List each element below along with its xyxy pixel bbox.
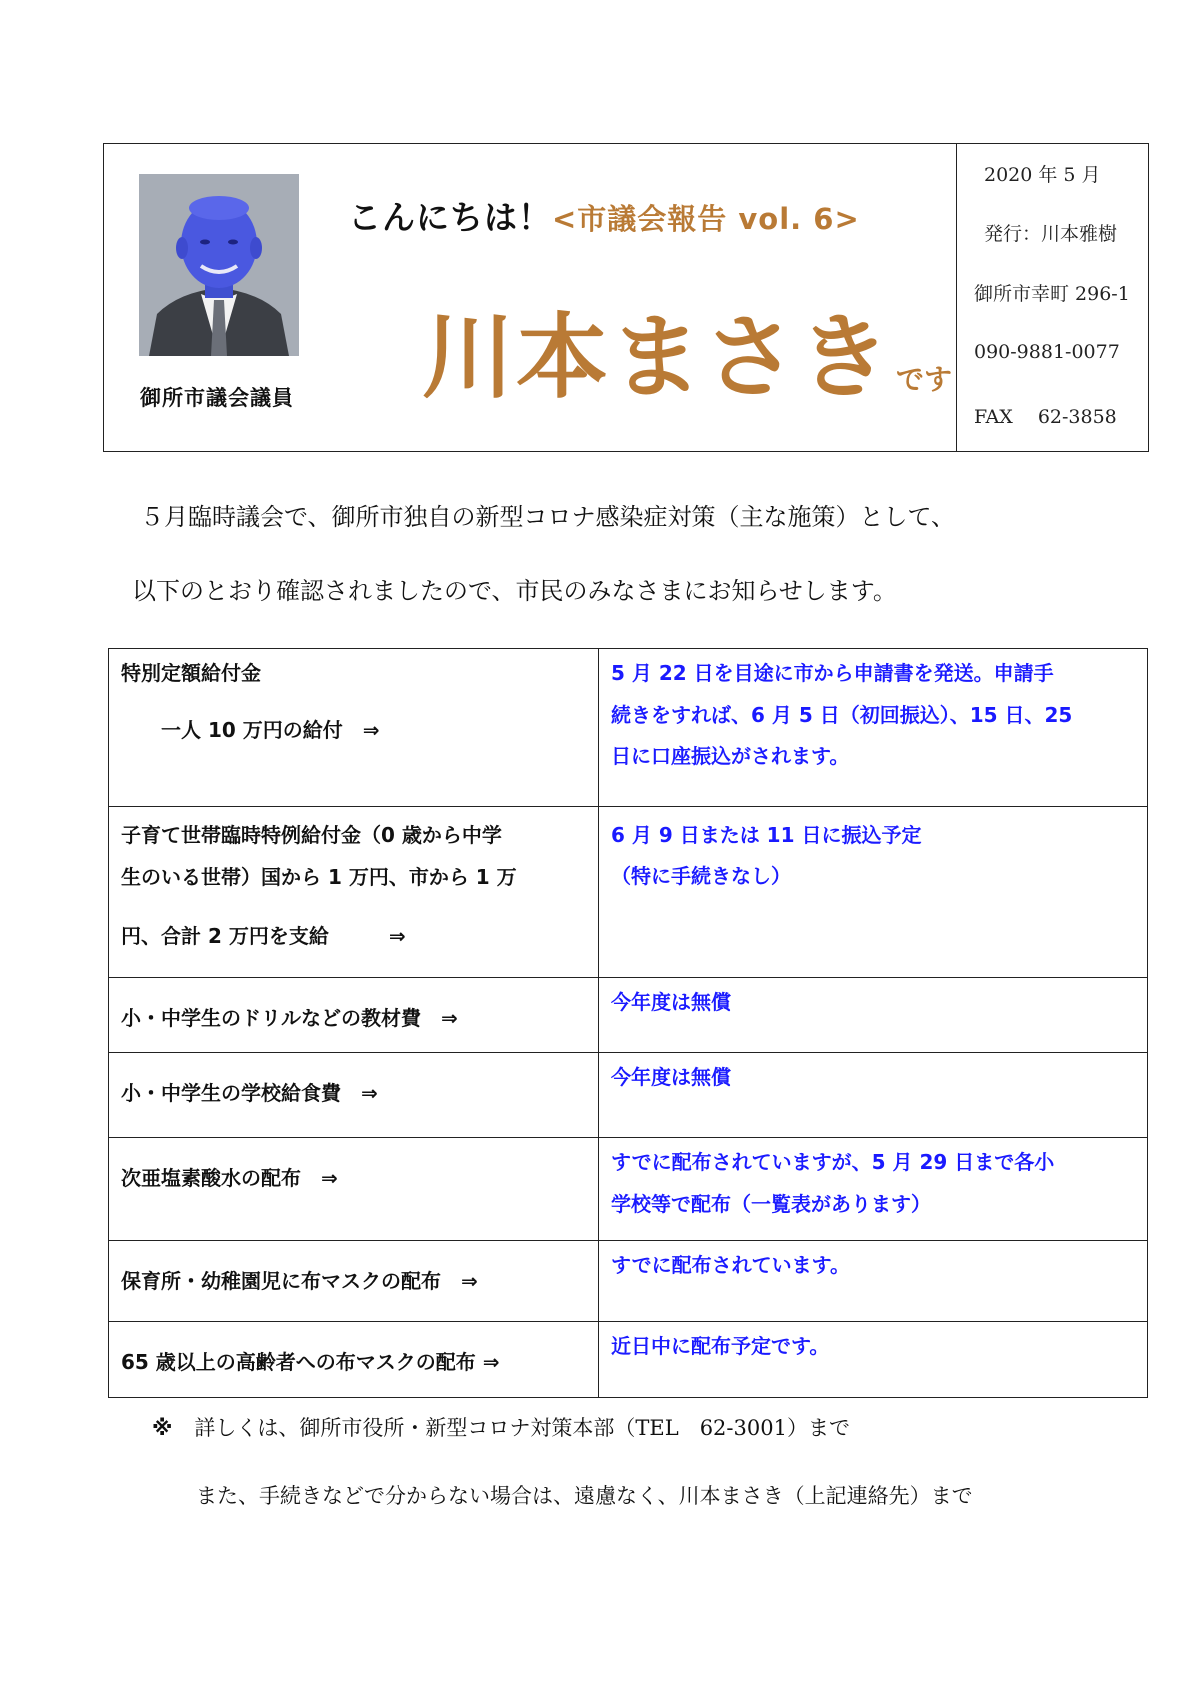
- fax-number: FAX 62-3858: [974, 406, 1117, 428]
- footer-line-2: また、手続きなどで分からない場合は、遠慮なく、川本まさき（上記連絡先）まで: [196, 1484, 973, 1508]
- member-name: 川本まさき: [422, 304, 893, 411]
- member-name-heading: [422, 284, 952, 416]
- note-mark: ※: [152, 1416, 173, 1440]
- policy-item-text: 子育て世帯臨時特例給付金（0 歳から中学: [121, 823, 502, 847]
- member-portrait: [139, 174, 299, 356]
- intro-line-1: ５月臨時議会で、御所市独自の新型コロナ感染症対策（主な施策）として、: [140, 503, 956, 531]
- phone-number: 090-9881-0077: [974, 341, 1120, 363]
- policy-detail-text: 今年度は無償: [611, 990, 731, 1014]
- policy-row: [109, 649, 1148, 807]
- footer-line-1: [152, 1412, 850, 1442]
- policy-row: [109, 807, 1148, 978]
- policy-detail-text: 日に口座振込がされます。: [611, 744, 850, 768]
- policy-item-cell: [109, 807, 599, 978]
- greeting-line: [348, 192, 860, 239]
- policy-detail-text: 6 月 9 日または 11 日に振込予定: [611, 823, 922, 847]
- policy-item-text: 特別定額給付金: [121, 661, 261, 685]
- publisher: 発行：川本雅樹: [984, 223, 1118, 245]
- policy-detail-cell: [599, 1322, 1148, 1398]
- footer-contact-text: 詳しくは、御所市役所・新型コロナ対策本部（TEL 62-3001）まで: [194, 1416, 850, 1440]
- policy-item-text: 小・中学生の学校給食費 ⇒: [121, 1081, 378, 1105]
- policy-item-text: 次亜塩素酸水の配布 ⇒: [121, 1166, 338, 1190]
- intro-line-2: 以下のとおり確認されましたので、市民のみなさまにお知らせします。: [132, 577, 897, 605]
- policy-item-cell: [109, 1053, 599, 1138]
- policy-detail-text: 5 月 22 日を目途に市から申請書を発送。申請手: [611, 661, 1054, 685]
- policy-detail-cell: [599, 649, 1148, 807]
- policy-detail-text: 続きをすれば、6 月 5 日（初回振込）、15 日、25: [611, 703, 1073, 727]
- policy-item-cell: [109, 978, 599, 1053]
- address: 御所市幸町 296-1: [974, 283, 1130, 305]
- policy-detail-cell: [599, 1138, 1148, 1241]
- policy-detail-cell: [599, 807, 1148, 978]
- policy-item-text: 小・中学生のドリルなどの教材費 ⇒: [121, 1006, 458, 1030]
- policy-item-cell: [109, 649, 599, 807]
- greeting-text: こんにちは！: [348, 198, 552, 237]
- policy-detail-text: すでに配布されていますが、5 月 29 日まで各小: [611, 1150, 1055, 1174]
- policy-item-cell: [109, 1322, 599, 1398]
- policy-row: [109, 1241, 1148, 1322]
- policy-item-text: 保育所・幼稚園児に布マスクの配布 ⇒: [121, 1269, 478, 1293]
- policy-item-text: 生のいる世帯）国から 1 万円、市から 1 万: [121, 865, 517, 889]
- member-title: 御所市議会議員: [140, 386, 294, 410]
- policy-detail-cell: [599, 978, 1148, 1053]
- policy-item-text: 一人 10 万円の給付 ⇒: [121, 718, 380, 742]
- policy-row: [109, 978, 1148, 1053]
- policy-detail-text: すでに配布されています。: [611, 1253, 850, 1277]
- policy-row: [109, 1053, 1148, 1138]
- member-name-suffix: です: [896, 363, 953, 396]
- policy-detail-cell: [599, 1241, 1148, 1322]
- policy-detail-text: 今年度は無償: [611, 1065, 731, 1089]
- header-box: [103, 143, 1149, 452]
- report-title: <市議会報告 vol. 6>: [552, 202, 860, 236]
- policy-item-text: 円、合計 2 万円を支給 ⇒: [121, 924, 406, 948]
- policy-item-cell: [109, 1138, 599, 1241]
- policy-detail-cell: [599, 1053, 1148, 1138]
- policy-detail-text: 学校等で配布（一覧表があります）: [611, 1192, 931, 1216]
- policy-detail-text: 近日中に配布予定です。: [611, 1334, 830, 1358]
- issue-date: 2020 年 5 月: [984, 164, 1101, 186]
- policy-table: [108, 648, 1148, 1398]
- portrait-illustration: [139, 174, 299, 356]
- policy-row: [109, 1138, 1148, 1241]
- header-divider: [956, 144, 957, 451]
- policy-item-text: 65 歳以上の高齢者への布マスクの配布 ⇒: [121, 1350, 500, 1374]
- policy-row: [109, 1322, 1148, 1398]
- policy-item-cell: [109, 1241, 599, 1322]
- policy-detail-text: （特に手続きなし）: [611, 864, 791, 888]
